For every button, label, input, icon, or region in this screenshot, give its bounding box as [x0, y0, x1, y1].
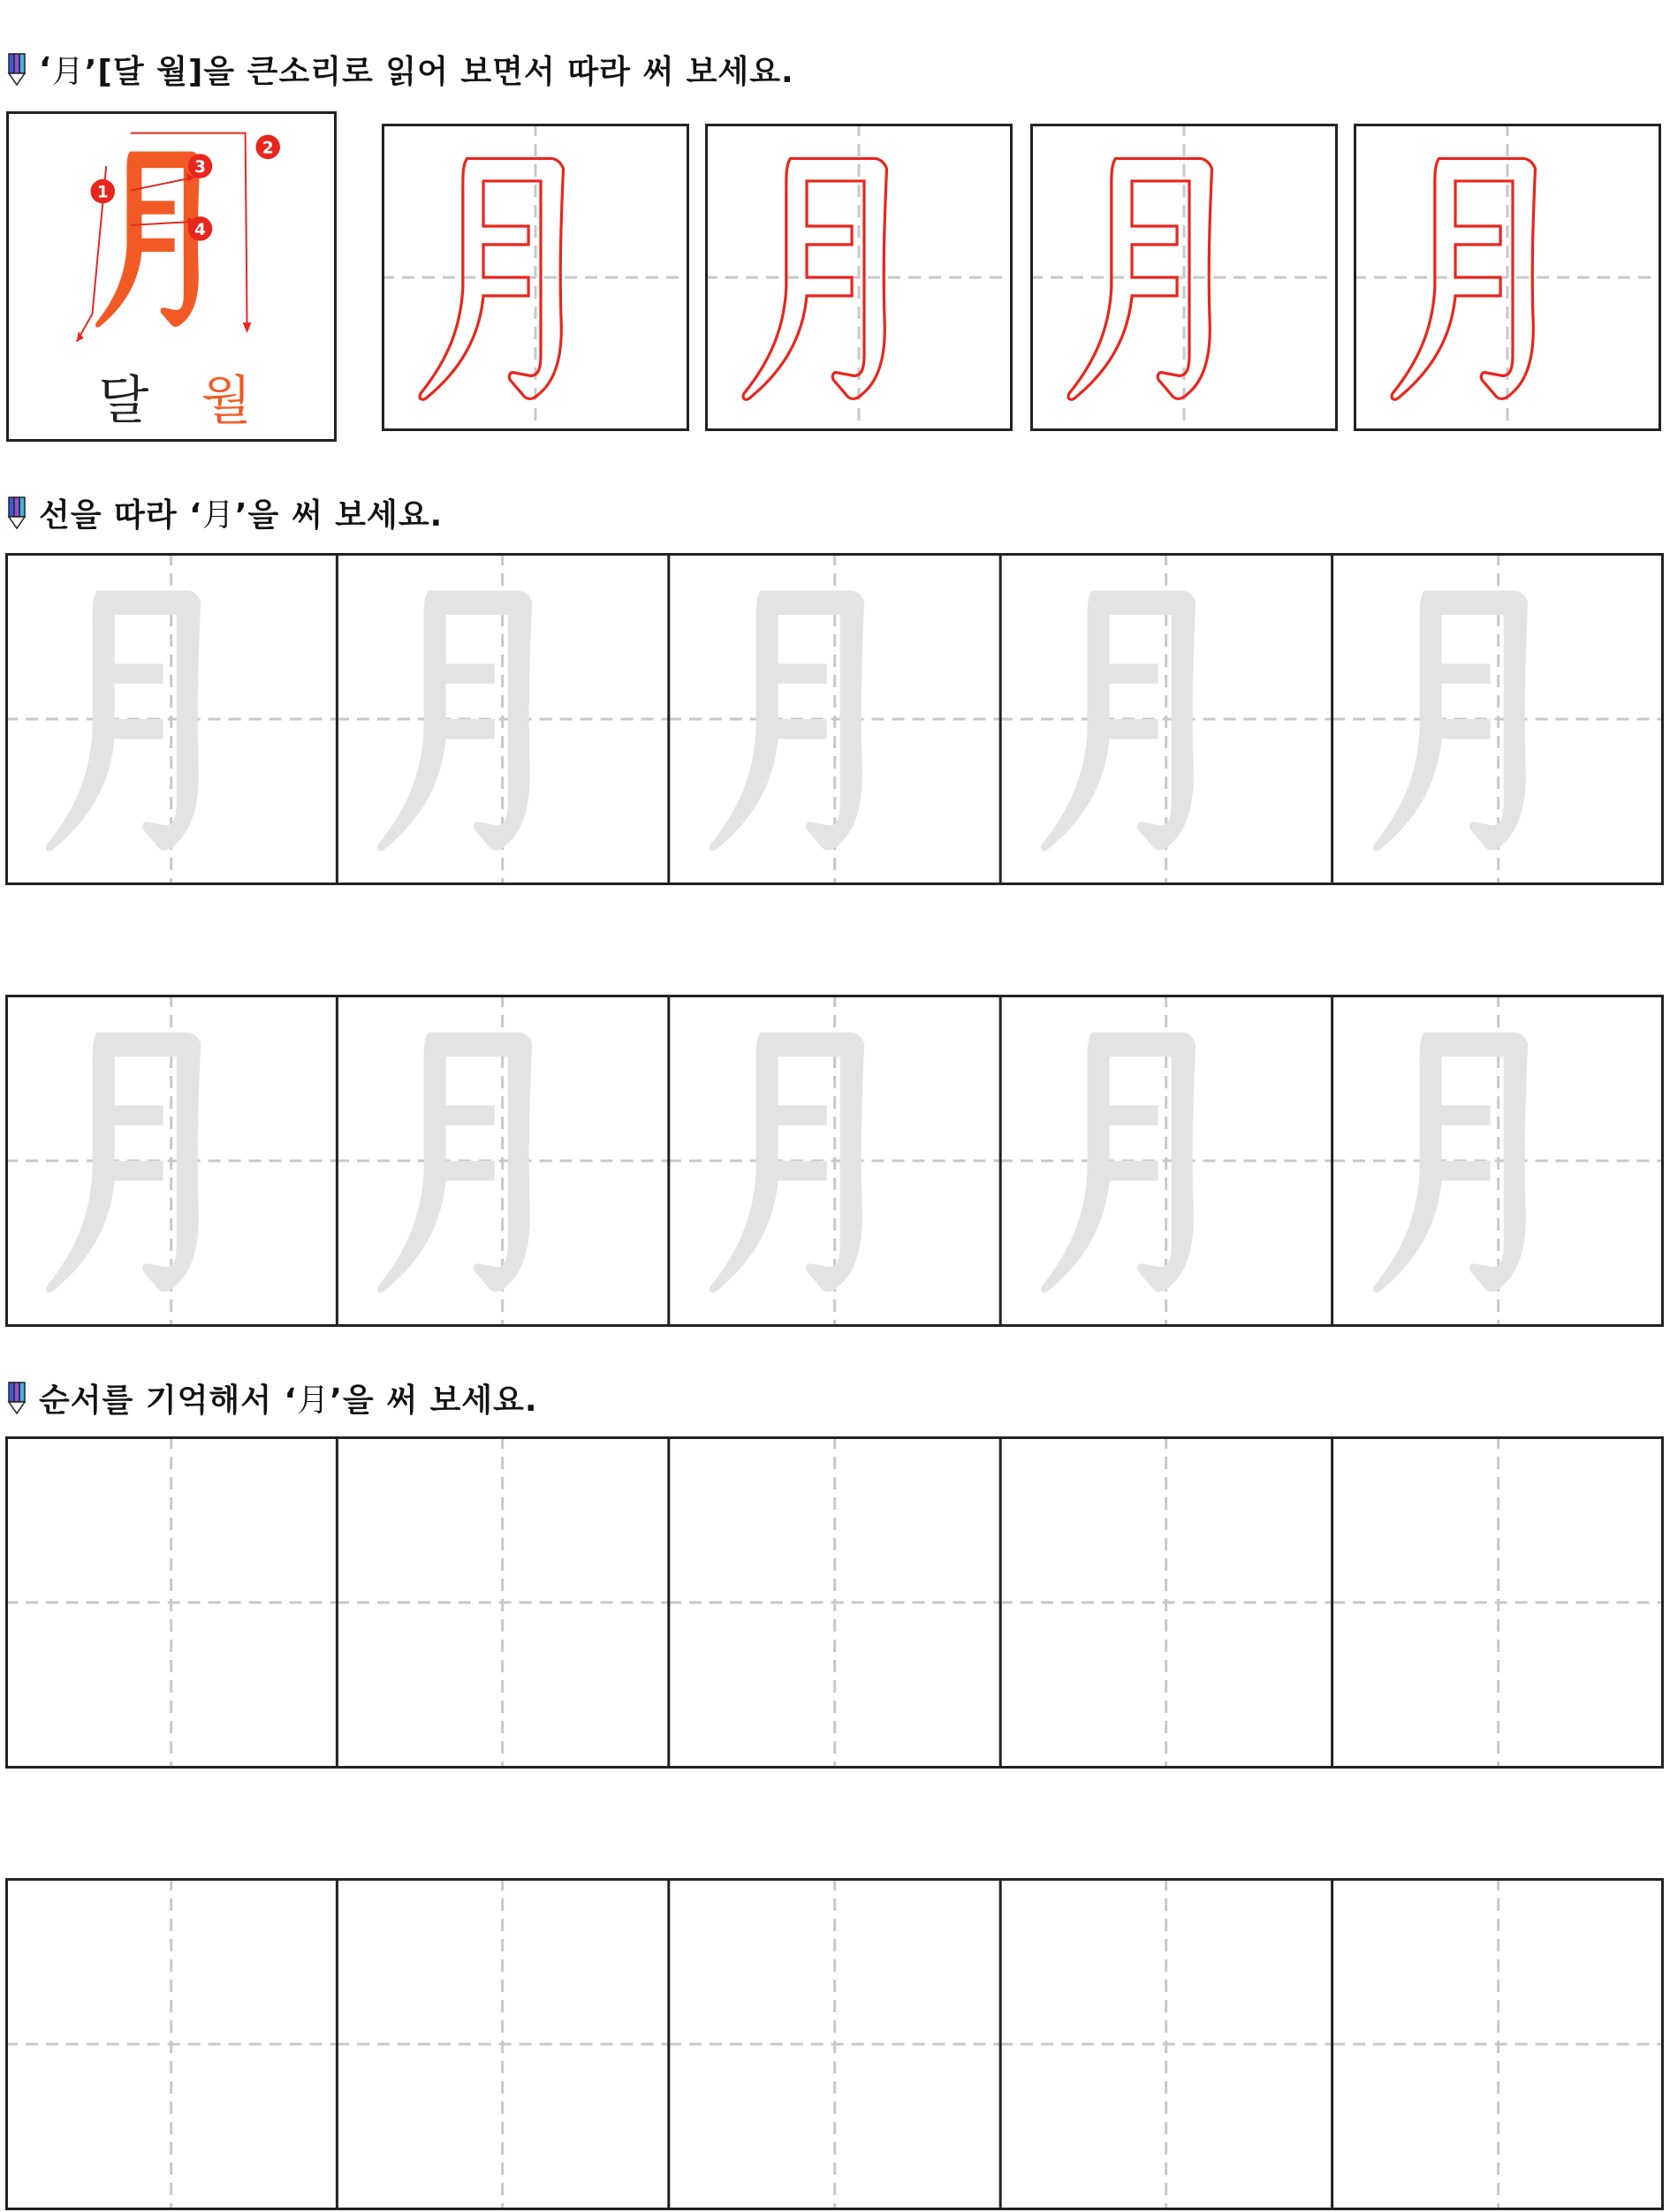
moon-outline-glyph	[1354, 124, 1661, 431]
instruction-read-aloud	[5, 48, 794, 90]
writing-cell[interactable]	[337, 1436, 668, 1769]
grid-guides	[669, 1878, 1000, 2210]
outline-trace-cell[interactable]	[1030, 124, 1338, 431]
svg-text:2: 2	[262, 139, 274, 158]
trace-cell[interactable]	[669, 995, 1000, 1327]
trace-cell[interactable]	[1000, 553, 1332, 885]
instruction-memory	[5, 1376, 538, 1419]
trace-cell[interactable]	[1332, 995, 1664, 1327]
blank-row-2	[5, 1878, 1664, 2210]
sound-label: 월	[201, 369, 252, 431]
svg-text:4: 4	[194, 220, 206, 239]
moon-outline-glyph	[1030, 124, 1338, 431]
moon-outline-glyph	[382, 124, 689, 431]
trace-cell[interactable]	[669, 553, 1000, 885]
moon-guide-glyph	[669, 995, 1000, 1327]
writing-cell[interactable]	[669, 1436, 1000, 1769]
trace-cell[interactable]	[5, 553, 337, 885]
outline-trace-cell[interactable]	[1354, 124, 1661, 431]
grid-guides	[5, 1878, 337, 2210]
moon-guide-glyph	[1000, 553, 1332, 885]
writing-cell[interactable]	[1000, 1436, 1332, 1769]
instruction-prefix: 선을 따라 ‘	[39, 496, 202, 534]
instruction-suffix: ’을 써 보세요.	[234, 496, 444, 534]
moon-guide-glyph	[669, 553, 1000, 885]
stroke-order-diagram	[9, 114, 334, 439]
moon-guide-glyph	[337, 553, 668, 885]
instruction-prefix: ‘	[39, 50, 52, 87]
svg-text:3: 3	[194, 157, 206, 177]
stroke-number-2	[255, 135, 280, 160]
moon-guide-glyph	[5, 995, 337, 1327]
moon-guide-glyph	[337, 995, 668, 1327]
grid-guides	[669, 1436, 1000, 1769]
moon-guide-glyph	[5, 553, 337, 885]
stroke-order-reference	[6, 111, 337, 442]
pencil-icon	[5, 51, 28, 87]
trace-cell[interactable]	[337, 553, 668, 885]
instruction-suffix: ’[달 월]을 큰소리로 읽어 보면서 따라 써 보세요.	[84, 53, 794, 90]
moon-guide-glyph	[1000, 995, 1332, 1327]
trace-cell[interactable]	[1332, 553, 1664, 885]
moon-outline-glyph	[705, 124, 1013, 431]
grid-guides	[1000, 1436, 1332, 1769]
stroke-number-4	[188, 216, 213, 241]
grid-guides	[1000, 1878, 1332, 2210]
moon-guide-glyph	[1332, 995, 1664, 1327]
instruction-hanja: 月	[51, 53, 85, 90]
grid-guides	[337, 1436, 668, 1769]
svg-text:1: 1	[96, 183, 109, 202]
writing-cell[interactable]	[1332, 1436, 1664, 1769]
writing-cell[interactable]	[669, 1878, 1000, 2210]
writing-cell[interactable]	[5, 1878, 337, 2210]
trace-row-1	[5, 553, 1664, 885]
outline-trace-cell[interactable]	[382, 124, 689, 431]
meaning-label: 달	[98, 369, 149, 431]
writing-cell[interactable]	[337, 1878, 668, 2210]
grid-guides	[1332, 1436, 1664, 1769]
trace-row-2	[5, 995, 1664, 1327]
instruction-suffix: ’을 써 보세요.	[330, 1382, 538, 1419]
grid-guides	[5, 1436, 337, 1769]
grid-guides	[337, 1878, 668, 2210]
instruction-hanja: 月	[297, 1382, 330, 1419]
stroke-number-1	[90, 179, 115, 204]
trace-cell[interactable]	[337, 995, 668, 1327]
instruction-prefix: 순서를 기억해서 ‘	[39, 1382, 298, 1419]
outline-trace-cell[interactable]	[705, 124, 1013, 431]
instruction-hanja: 月	[201, 496, 235, 534]
writing-cell[interactable]	[1332, 1878, 1664, 2210]
writing-cell[interactable]	[5, 1436, 337, 1769]
trace-cell[interactable]	[5, 995, 337, 1327]
writing-cell[interactable]	[1000, 1878, 1332, 2210]
instruction-trace	[5, 491, 443, 534]
trace-cell[interactable]	[1000, 995, 1332, 1327]
pencil-icon	[5, 1380, 28, 1415]
stroke-number-3	[188, 154, 213, 178]
pencil-icon	[5, 495, 28, 530]
blank-row-1	[5, 1436, 1664, 1769]
moon-guide-glyph	[1332, 553, 1664, 885]
grid-guides	[1332, 1878, 1664, 2210]
